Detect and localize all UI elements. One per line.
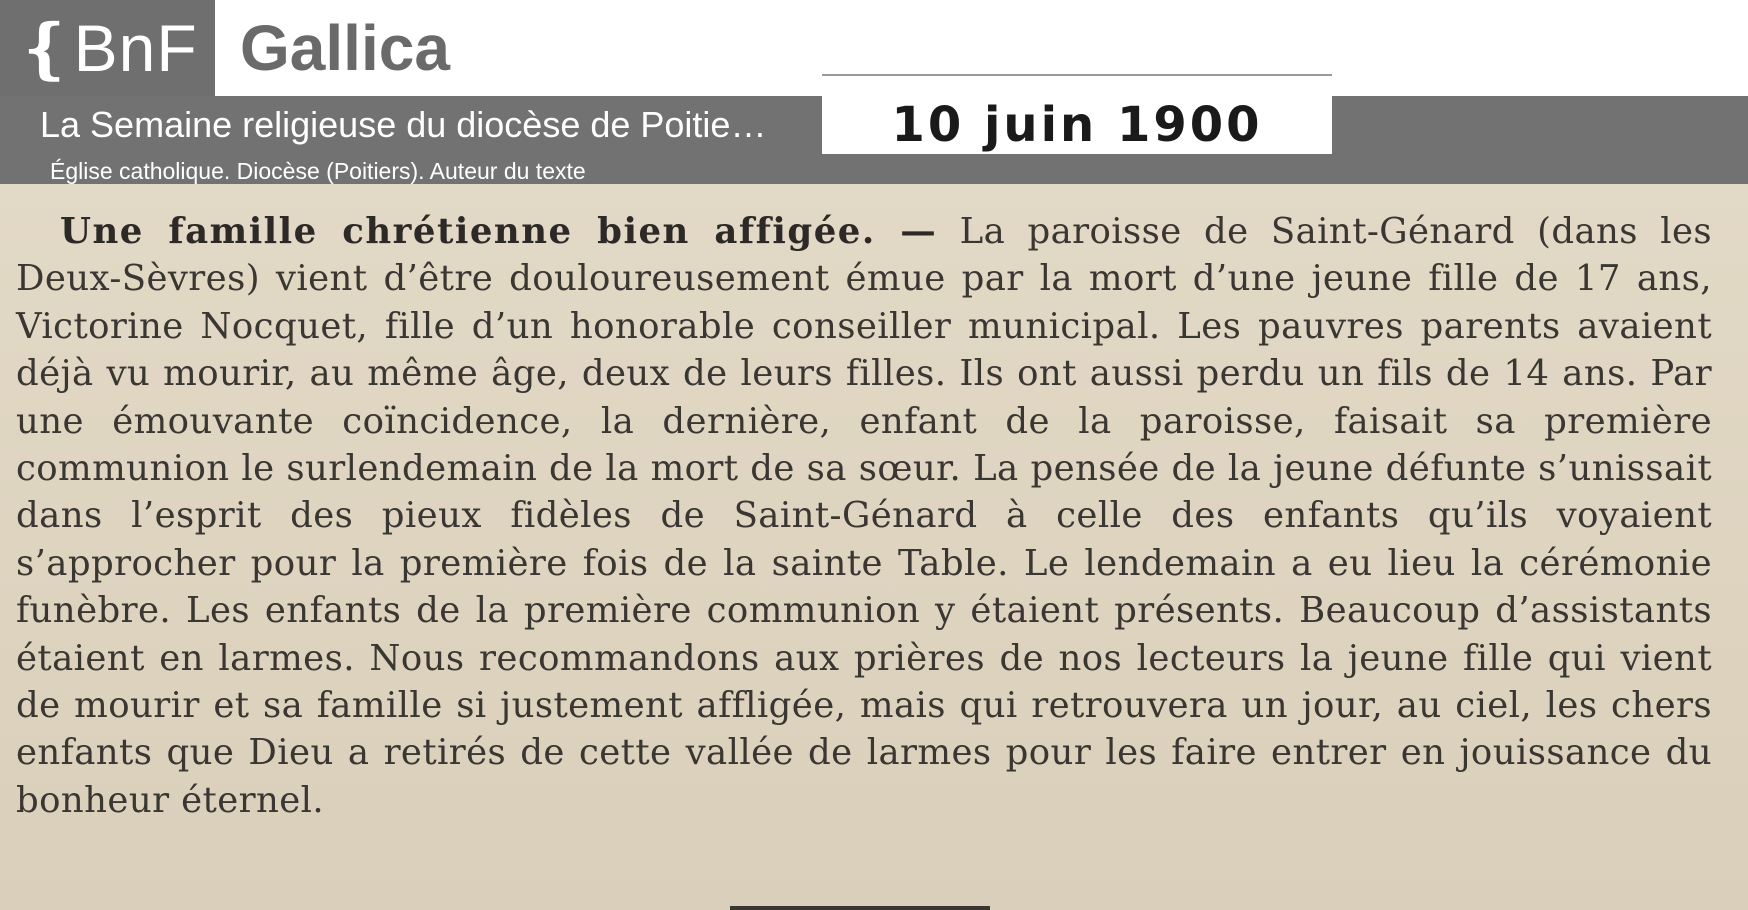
document-title[interactable]: La Semaine religieuse du diocèse de Poitie… xyxy=(40,104,767,145)
date-divider xyxy=(822,74,1332,76)
bnf-logo[interactable]: ❴BnF xyxy=(0,0,215,96)
gallica-brand[interactable]: Gallica xyxy=(240,12,450,84)
section-rule xyxy=(730,906,990,910)
issue-date: 10 juin 1900 xyxy=(891,97,1263,153)
article-body: La paroisse de Saint-Génard (dans les Deux-Sèvres) vient d’être douloureusement émue par la mort d’une jeune fille de 17 ans, Victorine Nocquet, fille d’un honorable conseiller municipal. Les pauvres parents avaient déjà vu mourir, au même âge, deux de leurs filles. Ils ont aussi perdu un fils de 14 ans. Par une émouvante coïncidence, la dernière, enfant de la paroisse, faisait sa première communion le surlendemain de la mort de sa sœur. La pensée de la jeune défunte s’unissait dans l’esprit des pieux fidèles de Saint-Génard à celle des enfants qu’ils voyaient s’approcher pour la première fois de la sainte Table. Le lendemain a eu lieu la cérémonie funèbre. Les enfants de la première communion y étaient présents. Beaucoup d’assistants étaient en larmes. Nous recommandons aux prières de nos lecteurs la jeune fille qui vient de mourir et sa famille si justement affligée, mais qui retrouvera un jour, au ciel, les chers enfants que Dieu a retirés de cette vallée de larmes pour les faire entrer en jouissance du bonheur éternel. xyxy=(16,211,1713,821)
issue-date-box xyxy=(822,96,1332,154)
document-author[interactable]: Église catholique. Diocèse (Poitiers). Auteur du texte xyxy=(50,158,586,184)
article-headline: Une famille chrétienne bien affigée. — xyxy=(60,211,938,252)
article-text xyxy=(16,208,1712,824)
